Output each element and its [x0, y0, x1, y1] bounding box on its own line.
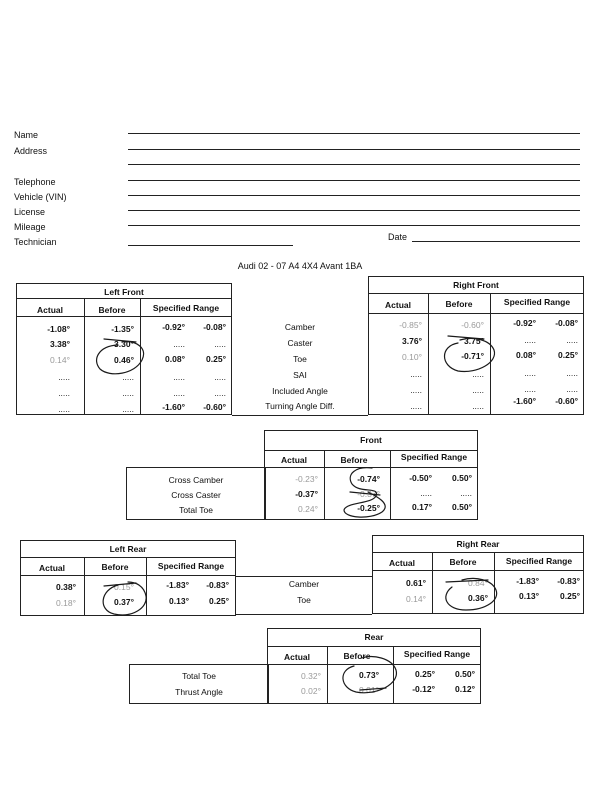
value-cell: 0.46° [114, 355, 134, 365]
param-label: Total Toe [182, 671, 216, 681]
value-cell: 0.50° [455, 669, 475, 679]
col-before: Before [343, 651, 371, 661]
value-cell: ..... [58, 372, 70, 382]
col-before: Before [445, 299, 473, 309]
value-cell: ..... [173, 339, 185, 349]
value-cell: 0.15° [114, 582, 134, 592]
param-label: Cross Caster [171, 490, 221, 500]
date-label: Date [388, 232, 408, 242]
value-cell: -0.08° [555, 318, 578, 328]
date-line [412, 241, 580, 242]
mileage-line [128, 225, 580, 226]
param-label: Turning Angle Diff. [265, 401, 335, 411]
value-cell: 0.50° [452, 502, 472, 512]
value-cell: ..... [410, 385, 422, 395]
value-cell: ..... [410, 401, 422, 411]
technician-line [128, 245, 293, 246]
name-label: Name [14, 130, 39, 140]
param-label: Caster [287, 338, 313, 348]
param-label: Toe [297, 595, 311, 605]
value-cell: -0.50° [409, 473, 432, 483]
value-cell: -0.92° [513, 318, 536, 328]
col-spec: Specified Range [505, 556, 573, 566]
value-cell: 0.25° [558, 350, 578, 360]
value-cell: 0.32° [301, 671, 321, 681]
value-cell: ..... [214, 339, 226, 349]
value-cell: -1.35° [111, 324, 134, 334]
value-cell: ..... [524, 368, 536, 378]
value-cell: -1.83° [516, 576, 539, 586]
value-cell: -1.83° [166, 580, 189, 590]
value-cell: 0.14° [406, 594, 426, 604]
value-cell: ..... [460, 488, 472, 498]
right-rear-header: Right Rear [456, 539, 500, 549]
value-cell: 0.36° [468, 593, 488, 603]
value-cell: -1.60° [513, 396, 536, 406]
value-cell: -0.92° [162, 322, 185, 332]
param-label: SAI [293, 370, 307, 380]
value-cell: 3.75° [464, 336, 484, 346]
value-cell: 0.14° [50, 355, 70, 365]
param-label: Camber [288, 579, 320, 589]
vehicle-label: Vehicle (VIN) [14, 192, 67, 202]
license-line [128, 210, 580, 211]
value-cell: ..... [58, 404, 70, 414]
value-cell: -0.23° [295, 474, 318, 484]
left-rear-header: Left Rear [109, 544, 147, 554]
value-cell: 0.73° [359, 670, 379, 680]
telephone-line [128, 180, 580, 181]
value-cell: ..... [214, 372, 226, 382]
value-cell: 0.25° [560, 591, 580, 601]
value-cell: ..... [58, 388, 70, 398]
value-cell: 0.13° [519, 591, 539, 601]
license-label: License [14, 207, 46, 217]
param-label: Thrust Angle [175, 687, 223, 697]
value-cell: 0.08° [516, 350, 536, 360]
value-cell: 0.37° [114, 597, 134, 607]
col-actual: Actual [37, 305, 63, 315]
value-cell: ..... [524, 335, 536, 345]
rear-header: Rear [364, 632, 384, 642]
value-cell: 0.61° [406, 578, 426, 588]
value-cell: -1.08° [47, 324, 70, 334]
value-cell: 0.01° [359, 685, 379, 695]
value-cell: 0.50° [452, 473, 472, 483]
param-label: Cross Camber [168, 475, 224, 485]
value-cell: -0.60° [461, 320, 484, 330]
value-cell: 0.38° [56, 582, 76, 592]
value-cell: -0.60° [203, 402, 226, 412]
col-before: Before [449, 557, 477, 567]
value-cell: -0.37° [357, 489, 380, 499]
value-cell: -0.74° [357, 474, 380, 484]
col-actual: Actual [284, 652, 310, 662]
value-cell: ..... [122, 388, 134, 398]
address-line-2 [128, 164, 580, 165]
value-cell: -0.71° [461, 351, 484, 361]
name-line [128, 133, 580, 134]
value-cell: 3.76° [402, 336, 422, 346]
col-actual: Actual [385, 300, 411, 310]
value-cell: 0.17° [412, 502, 432, 512]
param-label: Camber [284, 322, 316, 332]
param-label: Toe [293, 354, 307, 364]
mileage-label: Mileage [14, 222, 46, 232]
value-cell: 0.13° [169, 596, 189, 606]
rear-axle-label-box [129, 664, 269, 704]
col-spec: Specified Range [403, 649, 471, 659]
value-cell: ..... [524, 384, 536, 394]
value-cell: -0.08° [203, 322, 226, 332]
vehicle-line [128, 195, 580, 196]
value-cell: 3.30° [114, 339, 134, 349]
col-before: Before [101, 562, 129, 572]
value-cell: -0.25° [357, 503, 380, 513]
value-cell: -0.37° [295, 489, 318, 499]
front-header: Front [360, 435, 382, 445]
col-actual: Actual [39, 563, 65, 573]
col-actual: Actual [281, 455, 307, 465]
address-label: Address [14, 146, 48, 156]
value-cell: -0.12° [412, 684, 435, 694]
value-cell: 0.12° [455, 684, 475, 694]
value-cell: -0.83° [557, 576, 580, 586]
value-cell: 0.08° [165, 354, 185, 364]
value-cell: ..... [566, 384, 578, 394]
value-cell: ..... [122, 404, 134, 414]
col-spec: Specified Range [400, 452, 468, 462]
telephone-label: Telephone [14, 177, 56, 187]
value-cell: ..... [472, 385, 484, 395]
col-before: Before [98, 305, 126, 315]
value-cell: -0.83° [206, 580, 229, 590]
col-spec: Specified Range [157, 561, 225, 571]
value-cell: -1.60° [162, 402, 185, 412]
param-label: Included Angle [272, 386, 328, 396]
value-cell: 0.25° [415, 669, 435, 679]
value-cell: ..... [214, 388, 226, 398]
col-spec: Specified Range [503, 297, 571, 307]
value-cell: 0.84° [468, 578, 488, 588]
left-front-header: Left Front [104, 287, 144, 297]
value-cell: -0.85° [399, 320, 422, 330]
col-before: Before [340, 455, 368, 465]
param-label: Total Toe [179, 505, 213, 515]
value-cell: ..... [410, 369, 422, 379]
value-cell: 0.24° [298, 504, 318, 514]
value-cell: -0.60° [555, 396, 578, 406]
col-spec: Specified Range [152, 303, 220, 313]
value-cell: 0.18° [56, 598, 76, 608]
address-line-1 [128, 149, 580, 150]
value-cell: ..... [566, 368, 578, 378]
value-cell: 3.38° [50, 339, 70, 349]
value-cell: ..... [472, 369, 484, 379]
value-cell: ..... [566, 335, 578, 345]
right-front-header: Right Front [453, 280, 499, 290]
value-cell: ..... [472, 401, 484, 411]
col-actual: Actual [389, 558, 415, 568]
value-cell: ..... [122, 372, 134, 382]
value-cell: ..... [173, 388, 185, 398]
technician-label: Technician [14, 237, 57, 247]
value-cell: 0.25° [206, 354, 226, 364]
value-cell: 0.10° [402, 352, 422, 362]
value-cell: 0.25° [209, 596, 229, 606]
value-cell: 0.02° [301, 686, 321, 696]
value-cell: ..... [173, 372, 185, 382]
vehicle-title: Audi 02 - 07 A4 4X4 Avant 1BA [237, 261, 363, 271]
value-cell: ..... [420, 488, 432, 498]
